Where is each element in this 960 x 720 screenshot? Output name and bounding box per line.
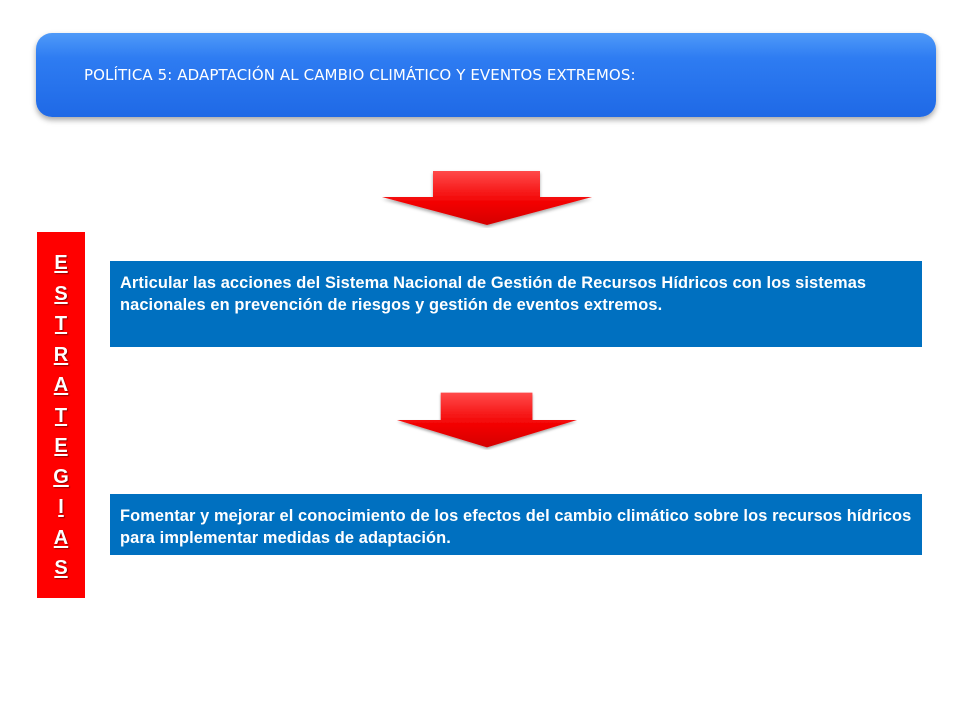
vertical-letter: S [54, 282, 68, 305]
vertical-letter: G [53, 465, 69, 488]
vertical-letter: E [54, 435, 68, 458]
title-banner [36, 33, 936, 117]
estrategias-vertical-label [37, 232, 85, 598]
vertical-letter: T [54, 313, 68, 336]
vertical-letter: A [53, 526, 69, 549]
vertical-letter: T [54, 404, 68, 427]
strategy-box-1 [110, 261, 922, 347]
strategy-text: Articular las acciones del Sistema Nacional de Gestión de Recursos Hídricos con los sistemas nacionales en prevención de riesgos y gestión de eventos extremos. [120, 274, 867, 314]
vertical-letter: S [54, 557, 68, 580]
vertical-letter: A [53, 374, 69, 397]
strategy-box-2 [110, 494, 922, 555]
slide-title: POLÍTICA 5: ADAPTACIÓN AL CAMBIO CLIMÁTICO Y EVENTOS EXTREMOS: [84, 66, 636, 84]
vertical-letter: R [53, 343, 69, 366]
down-arrow-icon [377, 168, 597, 228]
strategy-text: Fomentar y mejorar el conocimiento de los efectos del cambio climático sobre los recursos hídricos para implementar medidas de adaptación. [120, 507, 912, 547]
vertical-letter: E [54, 252, 68, 275]
vertical-letter: I [58, 496, 64, 519]
down-arrow-icon [377, 390, 597, 450]
